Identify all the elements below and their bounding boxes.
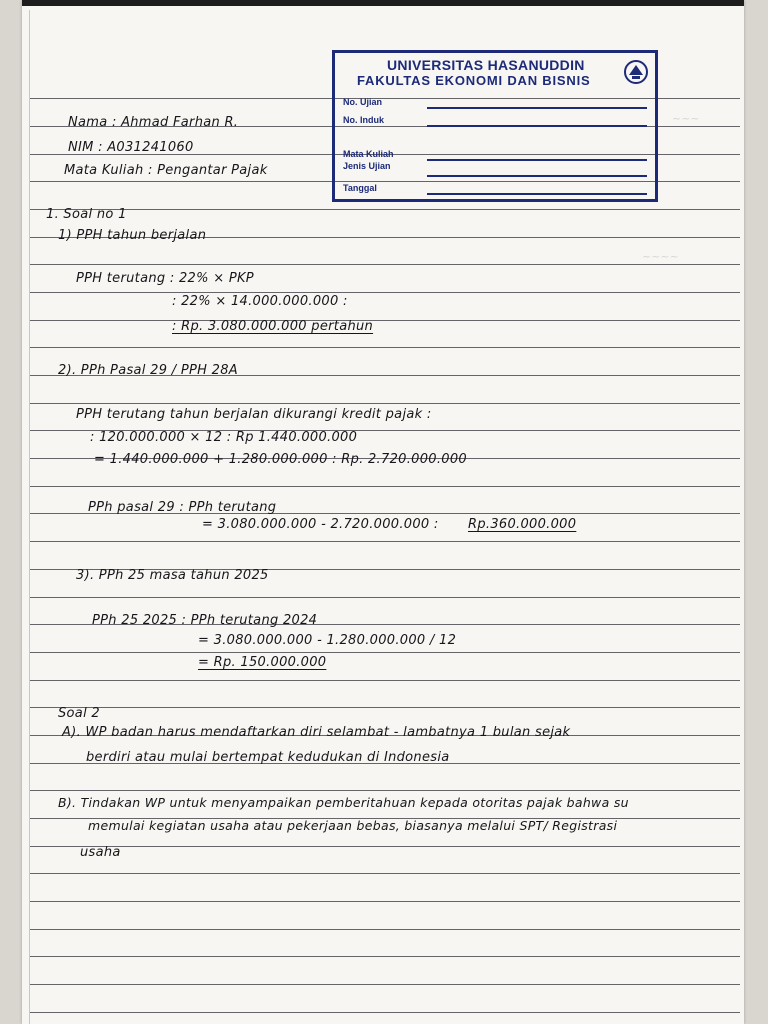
- stamp-field-label: Mata Kuliah: [343, 149, 394, 159]
- page-top-edge: [22, 0, 744, 6]
- ruled-line: [30, 1012, 740, 1013]
- bleed-through-marks: ~~~: [672, 112, 700, 125]
- ruled-line: [30, 403, 740, 404]
- calc-line: : 22% × 14.000.000.000 :: [172, 294, 348, 309]
- section-title-soal-2: Soal 2: [58, 706, 100, 721]
- ruled-line: [30, 320, 740, 321]
- calc-result: = Rp. 150.000.000: [198, 655, 327, 670]
- ruled-line: [30, 541, 740, 542]
- calc-result: Rp.360.000.000: [468, 517, 577, 532]
- calc-line: PPH terutang tahun berjalan dikurangi kredit pajak :: [76, 407, 432, 422]
- ruled-line: [30, 873, 740, 874]
- question-heading: 1) PPH tahun berjalan: [58, 228, 207, 243]
- ruled-line: [30, 209, 740, 210]
- ruled-line: [30, 264, 740, 265]
- university-logo-icon: [623, 59, 649, 85]
- stamp-field-label: Tanggal: [343, 183, 377, 193]
- stamp-field-label: No. Ujian: [343, 97, 383, 107]
- calc-line: : 120.000.000 × 12 : Rp 1.440.000.000: [90, 430, 358, 445]
- stamp-field-line: [427, 175, 647, 177]
- bleed-through-marks: ~~~~: [642, 250, 679, 263]
- stamp-field-line: [427, 159, 647, 161]
- calc-line: PPh pasal 29 : PPh terutang: [88, 500, 277, 515]
- course-name: Mata Kuliah : Pengantar Pajak: [64, 163, 268, 178]
- ruled-line: [30, 652, 740, 653]
- ruled-line: [30, 347, 740, 348]
- university-stamp: [332, 50, 658, 202]
- ruled-line: [30, 680, 740, 681]
- ruled-line: [30, 846, 740, 847]
- ruled-line: [30, 929, 740, 930]
- ruled-line: [30, 956, 740, 957]
- notebook-page: [22, 0, 744, 1024]
- stamp-field-line: [427, 193, 647, 195]
- stamp-field-line: [427, 107, 647, 109]
- question-heading: 3). PPh 25 masa tahun 2025: [76, 568, 269, 583]
- ruled-line: [30, 292, 740, 293]
- calc-line: = 3.080.000.000 - 2.720.000.000 :: [202, 517, 439, 532]
- answer-line: B). Tindakan WP untuk menyampaikan pemberitahuan kepada otoritas pajak bahwa su: [58, 795, 629, 810]
- stamp-field-label: Jenis Ujian: [343, 161, 391, 171]
- calc-line: PPH terutang : 22% × PKP: [76, 271, 254, 286]
- student-name: Nama : Ahmad Farhan R.: [68, 115, 239, 130]
- calc-result: : Rp. 3.080.000.000 pertahun: [172, 319, 374, 334]
- ruled-line: [30, 901, 740, 902]
- calc-line: PPh 25 2025 : PPh terutang 2024: [92, 613, 318, 628]
- student-nim: NIM : A031241060: [68, 140, 194, 155]
- margin-line: [29, 10, 30, 1024]
- stamp-field-line: [427, 125, 647, 127]
- stamp-field-label: No. Induk: [343, 115, 384, 125]
- section-title-soal-1: 1. Soal no 1: [46, 207, 127, 222]
- answer-line: berdiri atau mulai bertempat kedudukan di Indonesia: [86, 750, 450, 765]
- calc-line: = 3.080.000.000 - 1.280.000.000 / 12: [198, 633, 457, 648]
- ruled-line: [30, 597, 740, 598]
- ruled-line: [30, 790, 740, 791]
- stamp-faculty: FAKULTAS EKONOMI DAN BISNIS: [357, 73, 591, 88]
- ruled-line: [30, 486, 740, 487]
- ruled-line: [30, 707, 740, 708]
- answer-line: usaha: [80, 845, 121, 860]
- calc-line: = 1.440.000.000 + 1.280.000.000 : Rp. 2.720.000.000: [94, 452, 467, 467]
- answer-line: A). WP badan harus mendaftarkan diri selambat - lambatnya 1 bulan sejak: [62, 725, 571, 740]
- stamp-university: UNIVERSITAS HASANUDDIN: [387, 57, 585, 73]
- answer-line: memulai kegiatan usaha atau pekerjaan bebas, biasanya melalui SPT/ Registrasi: [88, 818, 618, 833]
- question-heading: 2). PPh Pasal 29 / PPH 28A: [58, 363, 238, 378]
- ruled-line: [30, 984, 740, 985]
